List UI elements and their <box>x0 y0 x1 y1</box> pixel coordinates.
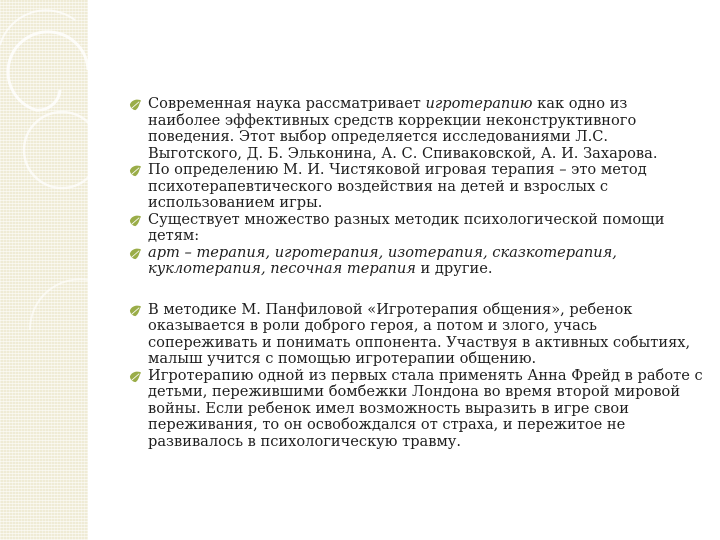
bullet-text: В методике М. Панфиловой «Игротерапия общения», ребенок оказывается в роли доброго героя, а потом и злого, учась сопереживать и понимать оппонента. Участвуя в активных событиях, малыш учится с помощью игротерапии общению. <box>148 300 691 367</box>
leaf-bullet-icon <box>129 214 142 227</box>
decorative-swirl <box>0 0 88 540</box>
bullet-item <box>128 212 703 245</box>
bullet-text: Современная наука рассматривает <box>148 95 426 112</box>
bullet-list <box>128 96 703 450</box>
bullet-item <box>128 368 703 451</box>
bullet-item <box>128 162 703 212</box>
bullet-item <box>128 96 703 162</box>
bullet-text: По определению М. И. Чистяковой игровая терапия – это метод психотерапевтического воздействия на детей и взрослых с использованием игры. <box>148 161 647 211</box>
leaf-bullet-icon <box>129 370 142 383</box>
bullet-item <box>128 302 703 368</box>
bullet-text: и другие. <box>415 260 493 277</box>
leaf-bullet-icon <box>129 247 142 260</box>
slide-content <box>128 96 703 450</box>
bullet-text-italic: арт – терапия, игротерапия, изотерапия, сказкотерапия, куклотерапия, песочная терапия <box>148 243 617 277</box>
leaf-bullet-icon <box>129 164 142 177</box>
bullet-text: Игротерапию одной из первых стала применять Анна Фрейд в работе с детьми, пережившими бомбежки Лондона во время второй мировой войны. Если ребенок имел возможность выразить в игре свои переживания, то он освобождался от страха, и пережитое не развивалось в психологическую травму. <box>148 366 703 450</box>
bullet-text: Существует множество разных методик психологической помощи детям: <box>148 210 665 244</box>
leaf-bullet-icon <box>129 304 142 317</box>
leaf-bullet-icon <box>129 98 142 111</box>
bullet-item <box>128 245 703 278</box>
bullet-text: как одно из наиболее эффективных средств коррекции неконструктивного поведения. Этот выбор определяется исследованиями Л.С. Выготского, Д. Б. Эльконина, А. С. Спиваковской, А. И. Захарова. <box>148 95 658 162</box>
bullet-text-italic: игротерапию <box>425 95 533 112</box>
